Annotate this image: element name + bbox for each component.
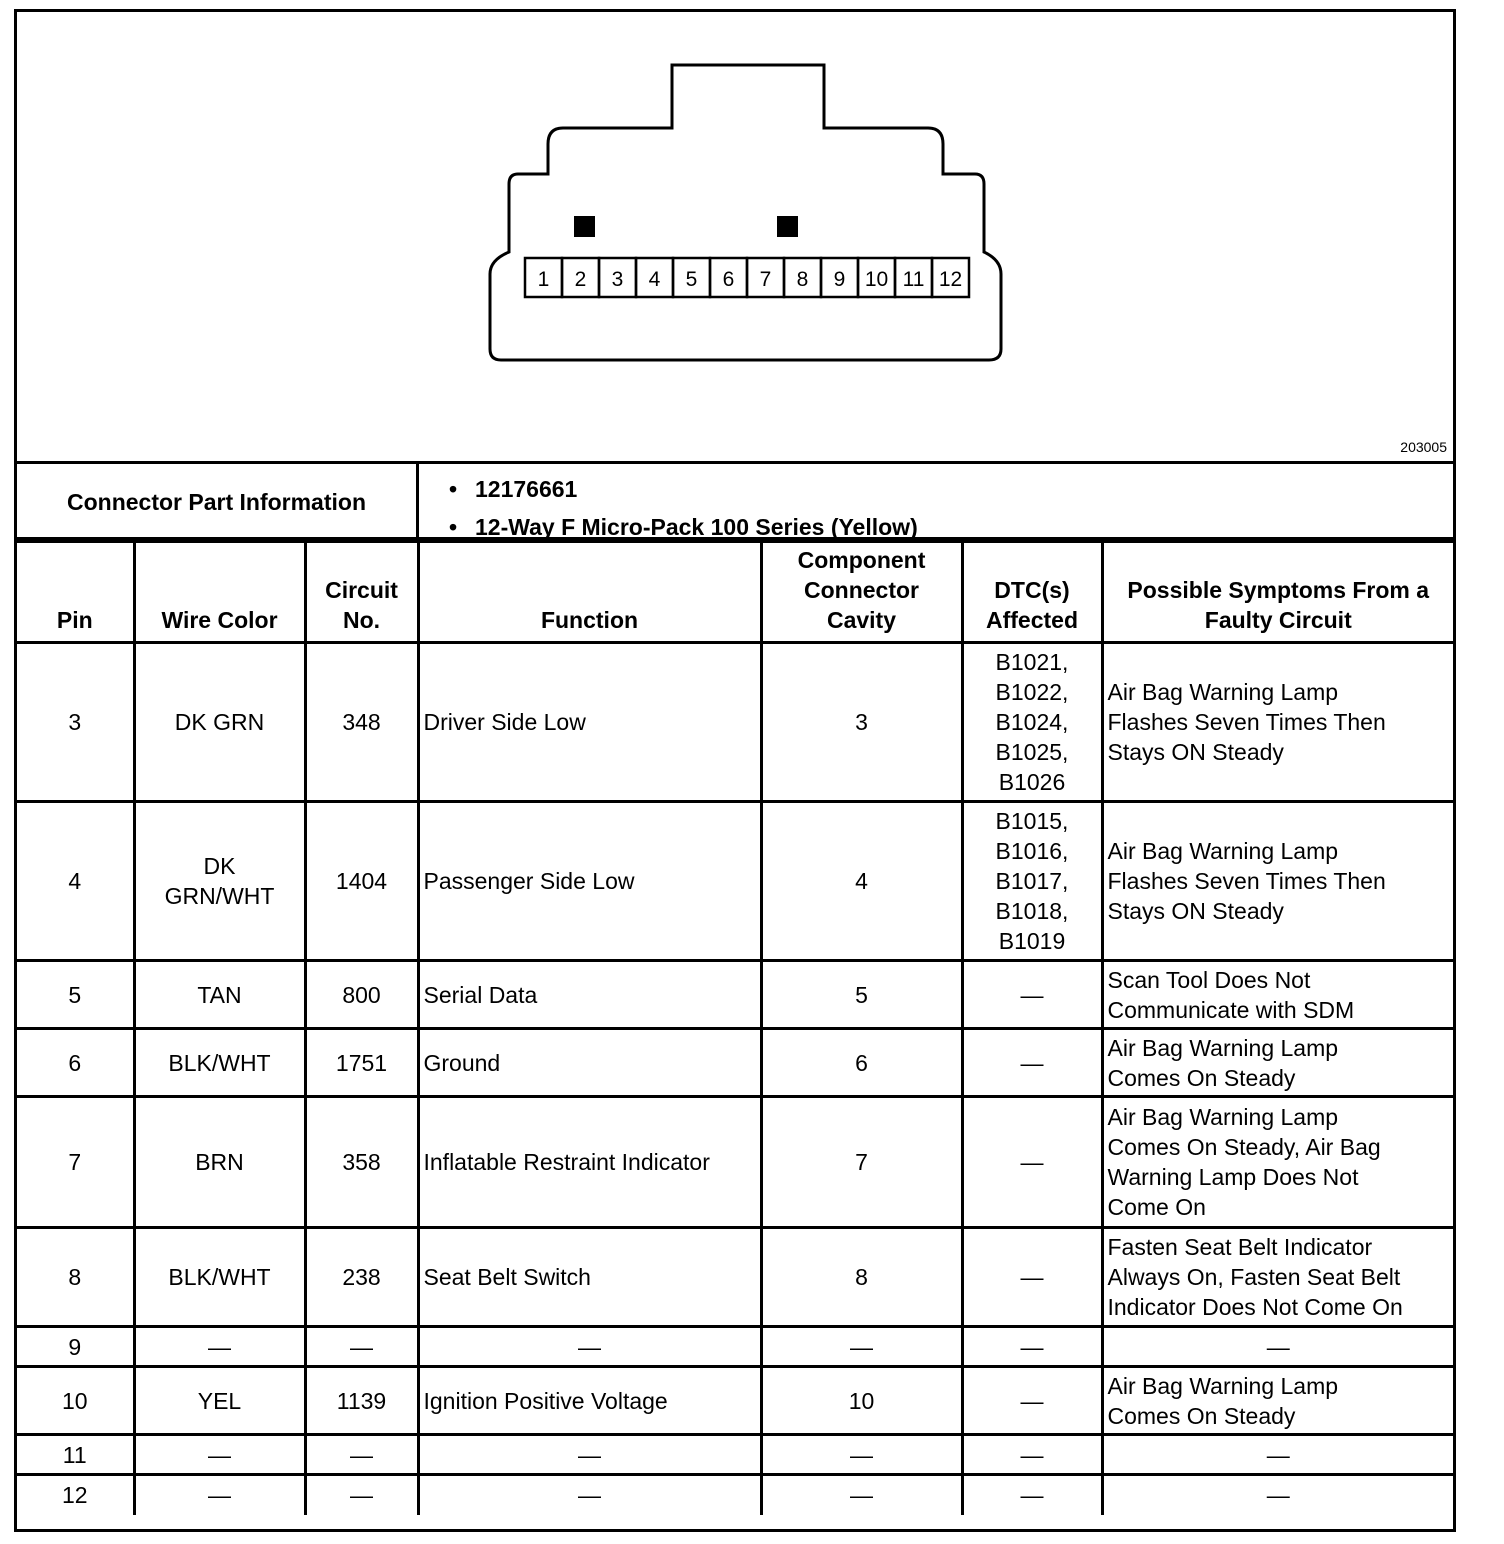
table-header-row: [17, 542, 1453, 643]
pin-number-label: 8: [796, 268, 809, 291]
pin-cavity-row: [525, 258, 969, 297]
symptoms-cell: —: [1102, 1327, 1453, 1367]
dtc-cell: B1015, B1016, B1017, B1018, B1019: [962, 802, 1102, 961]
pin-cell: 10: [17, 1367, 134, 1435]
pin-number-label: 10: [864, 268, 889, 291]
circuit-cell: —: [305, 1435, 418, 1475]
header-symptoms: Possible Symptoms From a Faulty Circuit: [1102, 542, 1453, 643]
circuit-cell: 1139: [305, 1367, 418, 1435]
part-info-list: [449, 470, 918, 546]
wire-color-cell: TAN: [134, 961, 305, 1029]
symptoms-cell: Air Bag Warning Lamp Flashes Seven Times Then Stays ON Steady: [1102, 802, 1453, 961]
table-row: [17, 1367, 1453, 1435]
latch-marker-left: [574, 216, 595, 237]
header-pin: Pin: [17, 542, 134, 643]
pin-number-label: 7: [759, 268, 772, 291]
figure-code: 203005: [1400, 439, 1447, 455]
function-cell: —: [418, 1327, 761, 1367]
table-row: [17, 1327, 1453, 1367]
dtc-cell: —: [962, 1367, 1102, 1435]
dtc-cell: —: [962, 961, 1102, 1029]
cavity-cell: 5: [761, 961, 962, 1029]
pin-cell: 3: [17, 643, 134, 802]
wire-color-cell: DK GRN: [134, 643, 305, 802]
cavity-cell: 6: [761, 1029, 962, 1097]
pin-number-label: 5: [685, 268, 698, 291]
header-circuit-no: Circuit No.: [305, 542, 418, 643]
symptoms-cell: Air Bag Warning Lamp Comes On Steady: [1102, 1029, 1453, 1097]
connector-sheet: [14, 9, 1456, 1532]
circuit-cell: 1404: [305, 802, 418, 961]
dtc-cell: —: [962, 1327, 1102, 1367]
table-row: [17, 1029, 1453, 1097]
function-cell: Ignition Positive Voltage: [418, 1367, 761, 1435]
pin-number-label: 6: [722, 268, 735, 291]
function-cell: —: [418, 1435, 761, 1475]
pin-cell: 11: [17, 1435, 134, 1475]
cavity-cell: 7: [761, 1097, 962, 1228]
pin-number-label: 3: [611, 268, 624, 291]
cavity-cell: 10: [761, 1367, 962, 1435]
wire-color-cell: YEL: [134, 1367, 305, 1435]
table-row: [17, 961, 1453, 1029]
symptoms-cell: Scan Tool Does Not Communicate with SDM: [1102, 961, 1453, 1029]
symptoms-cell: Fasten Seat Belt Indicator Always On, Fasten Seat Belt Indicator Does Not Come On: [1102, 1228, 1453, 1327]
cavity-cell: —: [761, 1435, 962, 1475]
symptoms-cell: Air Bag Warning Lamp Comes On Steady, Air Bag Warning Lamp Does Not Come On: [1102, 1097, 1453, 1228]
cavity-cell: —: [761, 1327, 962, 1367]
symptoms-cell: —: [1102, 1475, 1453, 1515]
cavity-cell: 3: [761, 643, 962, 802]
function-cell: Ground: [418, 1029, 761, 1097]
table-row: [17, 643, 1453, 802]
function-cell: Inflatable Restraint Indicator: [418, 1097, 761, 1228]
wire-color-cell: BRN: [134, 1097, 305, 1228]
pin-cell: 9: [17, 1327, 134, 1367]
pin-number-label: 9: [833, 268, 846, 291]
function-cell: Seat Belt Switch: [418, 1228, 761, 1327]
pin-cell: 6: [17, 1029, 134, 1097]
table-row: [17, 1097, 1453, 1228]
circuit-cell: 1751: [305, 1029, 418, 1097]
pin-number-label: 4: [648, 268, 661, 291]
connector-part-info: [17, 464, 1453, 540]
dtc-cell: —: [962, 1097, 1102, 1228]
cavity-cell: 8: [761, 1228, 962, 1327]
symptoms-cell: Air Bag Warning Lamp Comes On Steady: [1102, 1367, 1453, 1435]
header-cavity: Component Connector Cavity: [761, 542, 962, 643]
pin-cell: 7: [17, 1097, 134, 1228]
pin-number-label: 11: [902, 268, 925, 291]
dtc-cell: B1021, B1022, B1024, B1025, B1026: [962, 643, 1102, 802]
table-row: [17, 802, 1453, 961]
dtc-cell: —: [962, 1435, 1102, 1475]
pin-number-label: 1: [537, 268, 550, 291]
pin-number-label: 2: [574, 268, 587, 291]
circuit-cell: —: [305, 1475, 418, 1515]
connector-description: • 12-Way F Micro-Pack 100 Series (Yellow): [449, 508, 918, 546]
header-dtc: DTC(s) Affected: [962, 542, 1102, 643]
part-info-label: Connector Part Information: [17, 464, 419, 540]
function-cell: Passenger Side Low: [418, 802, 761, 961]
pin-cell: 8: [17, 1228, 134, 1327]
pin-cell: 4: [17, 802, 134, 961]
circuit-cell: 800: [305, 961, 418, 1029]
symptoms-cell: —: [1102, 1435, 1453, 1475]
latch-marker-right: [777, 216, 798, 237]
function-cell: Driver Side Low: [418, 643, 761, 802]
table-row: [17, 1435, 1453, 1475]
wire-color-cell: BLK/WHT: [134, 1228, 305, 1327]
dtc-cell: —: [962, 1228, 1102, 1327]
header-wire-color: Wire Color: [134, 542, 305, 643]
wire-color-cell: —: [134, 1475, 305, 1515]
part-number: • 12176661: [449, 470, 918, 508]
header-function: Function: [418, 542, 761, 643]
table-row: [17, 1475, 1453, 1515]
circuit-cell: 358: [305, 1097, 418, 1228]
dtc-cell: —: [962, 1475, 1102, 1515]
pin-cell: 5: [17, 961, 134, 1029]
cavity-cell: 4: [761, 802, 962, 961]
function-cell: —: [418, 1475, 761, 1515]
symptoms-cell: Air Bag Warning Lamp Flashes Seven Times Then Stays ON Steady: [1102, 643, 1453, 802]
wire-color-cell: —: [134, 1327, 305, 1367]
circuit-cell: 348: [305, 643, 418, 802]
pin-number-label: 12: [938, 268, 963, 291]
circuit-cell: 238: [305, 1228, 418, 1327]
pin-table: [17, 540, 1453, 1515]
connector-outline: [490, 65, 1001, 360]
pin-cell: 12: [17, 1475, 134, 1515]
wire-color-cell: DK GRN/WHT: [134, 802, 305, 961]
cavity-cell: —: [761, 1475, 962, 1515]
wire-color-cell: BLK/WHT: [134, 1029, 305, 1097]
connector-face-icon: [17, 12, 1453, 461]
circuit-cell: —: [305, 1327, 418, 1367]
dtc-cell: —: [962, 1029, 1102, 1097]
connector-diagram: [17, 12, 1453, 464]
table-row: [17, 1228, 1453, 1327]
wire-color-cell: —: [134, 1435, 305, 1475]
function-cell: Serial Data: [418, 961, 761, 1029]
